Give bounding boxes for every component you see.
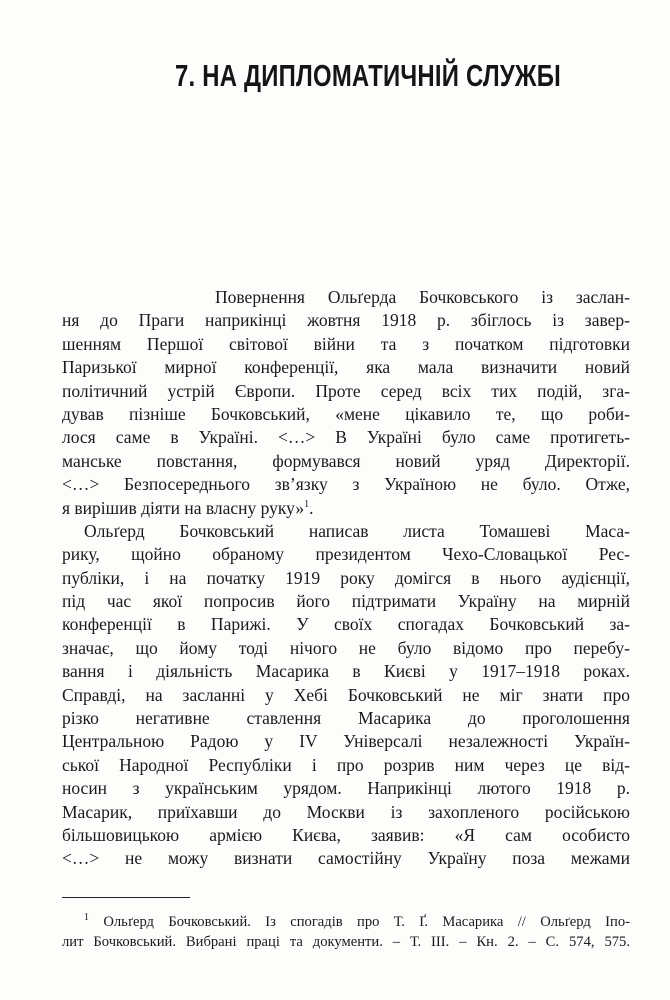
body-text	[62, 286, 630, 871]
text-line-content: я вирішив діяти на власну руку»	[62, 497, 305, 518]
footnote-ref[interactable]: 1	[304, 498, 310, 510]
chapter-title: 7. НА ДИПЛОМАТИЧНІЙ СЛУЖБІ	[175, 58, 561, 93]
text-line: <…> Безпосереднього зв’язку з Україною не було. Отже,	[62, 474, 630, 495]
text-line: манське повстання, формувався новий уряд Директорії.	[62, 450, 630, 471]
text-line: носин з українським урядом. Наприкінці лютого 1918 р.	[62, 778, 630, 799]
text-line: політичний устрій Європи. Проте серед всіх тих подій, зга-	[62, 380, 630, 401]
text-line: конференції в Парижі. У своїх спогадах Бочковський за-	[62, 614, 630, 635]
text-line: публіки, і на початку 1919 року домігся в нього аудієнції,	[62, 567, 630, 588]
text-line: значає, що йому тоді нічого не було відомо про перебу-	[62, 637, 630, 658]
text-line: шенням Першої світової війни та з початком підготовки	[62, 333, 630, 354]
text-line: рику, щойно обраному президентом Чехо-Словацької Рес-	[62, 544, 630, 565]
text-line: Центральною Радою у IV Універсалі незалежності Україн-	[62, 731, 630, 752]
text-line: більшовицькою армією Києва, заявив: «Я сам особисто	[62, 824, 630, 845]
footnote	[62, 912, 630, 952]
footnote-line: лит Бочковський. Вибрані праці та документи. – Т. III. – Кн. 2. – С. 574, 575.	[62, 934, 630, 950]
text-line: під час якої попросив його підтримати Україну на мирній	[62, 591, 630, 612]
footnote-separator	[62, 897, 190, 898]
text-line: ської Народної Республіки і про розрив ним через це від-	[62, 754, 630, 775]
text-line: дував пізніше Бочковський, «мене цікавило те, що роби-	[62, 403, 630, 424]
footnote-text: Ольґерд Бочковський. Із спогадів про Т. Ґ. Масарика // Ольґерд Іпо-	[103, 914, 630, 930]
footnote-line	[62, 912, 630, 932]
text-line: я вирішив діяти на власну руку»$^1$.	[62, 497, 314, 518]
footnote-number: 1	[84, 912, 89, 924]
text-line: <…> не можу визнати самостійну Україну поза межами	[62, 848, 630, 869]
text-line: ня до Праги наприкінці жовтня 1918 р. збіглось із завер-	[62, 310, 630, 331]
text-line: Ольґерд Бочковський написав листа Томашеві Маса-	[84, 520, 630, 541]
text-line: вання і діяльність Масарика в Києві у 1917–1918 роках.	[62, 661, 630, 682]
text-line: Паризької мирної конференції, яка мала визначити новий	[62, 357, 630, 378]
text-line: лося саме в Україні. <…> В Україні було саме протигеть-	[62, 427, 630, 448]
text-line: різко негативне ставлення Масарика до проголошення	[62, 708, 630, 729]
text-line: Масарик, приїхавши до Москви із захопленого російською	[62, 801, 630, 822]
text-line: Повернення Ольґерда Бочковського із заслан-	[215, 287, 630, 307]
text-line: Справді, на засланні у Хебі Бочковський не міг знати про	[62, 684, 630, 705]
